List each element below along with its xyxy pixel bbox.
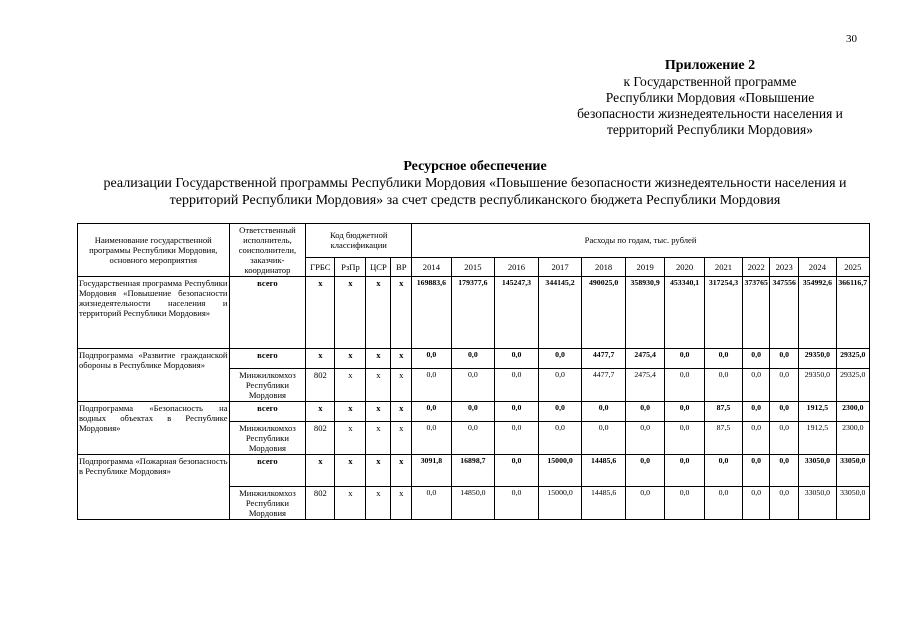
value-cell: 0,0 <box>625 487 664 520</box>
value-cell: 0,0 <box>770 349 799 369</box>
value-cell: 0,0 <box>412 487 451 520</box>
code-cell: х <box>335 277 366 349</box>
value-cell: 0,0 <box>770 487 799 520</box>
header-budget-code: Код бюджетной классификации <box>306 224 412 258</box>
value-cell: 0,0 <box>538 369 582 402</box>
header-year: 2017 <box>538 257 582 276</box>
table-body <box>78 277 870 520</box>
value-cell: 15000,0 <box>538 487 582 520</box>
value-cell: 0,0 <box>743 369 770 402</box>
value-cell: 317254,3 <box>704 277 742 349</box>
value-cell: 0,0 <box>770 422 799 455</box>
responsible-cell: Минжилкомхоз Республики Мордовия <box>229 487 306 520</box>
value-cell: 87,5 <box>704 402 742 422</box>
value-cell: 0,0 <box>451 369 495 402</box>
appendix-line: Республики Мордовия «Повышение <box>605 90 815 105</box>
table-row <box>78 455 870 487</box>
table-row <box>78 277 870 349</box>
value-cell: 0,0 <box>665 349 704 369</box>
value-cell: 373765 <box>743 277 770 349</box>
header-code: РзПр <box>335 257 366 276</box>
value-cell: 0,0 <box>495 422 539 455</box>
value-cell: 0,0 <box>770 402 799 422</box>
header-year: 2022 <box>743 257 770 276</box>
value-cell: 29350,0 <box>799 369 836 402</box>
program-name-cell: Подпрограмма «Безопасность на водных объектах в Республике Мордовия» <box>78 402 230 455</box>
value-cell: 33050,0 <box>799 455 836 487</box>
value-cell: 0,0 <box>665 402 704 422</box>
value-cell: 366116,7 <box>836 277 869 349</box>
value-cell: 87,5 <box>704 422 742 455</box>
value-cell: 1912,5 <box>799 422 836 455</box>
header-year: 2014 <box>412 257 451 276</box>
code-cell: х <box>391 402 412 422</box>
document-subtitle: территорий Республики Мордовия» за счет средств республиканского бюджета Республики Мордовия <box>169 193 781 208</box>
value-cell: 33050,0 <box>799 487 836 520</box>
value-cell: 0,0 <box>704 369 742 402</box>
code-cell: х <box>306 402 335 422</box>
value-cell: 0,0 <box>495 402 539 422</box>
value-cell: 0,0 <box>582 402 626 422</box>
code-cell: 802 <box>306 422 335 455</box>
header-responsible: Ответственный исполнитель, соисполнители, заказчик-координатор <box>229 224 306 277</box>
document-heading <box>80 158 870 209</box>
value-cell: 0,0 <box>451 402 495 422</box>
header-year: 2018 <box>582 257 626 276</box>
header-year: 2024 <box>799 257 836 276</box>
value-cell: 169883,6 <box>412 277 451 349</box>
responsible-cell: Минжилкомхоз Республики Мордовия <box>229 422 306 455</box>
value-cell: 0,0 <box>743 422 770 455</box>
value-cell: 0,0 <box>495 487 539 520</box>
header-year: 2021 <box>704 257 742 276</box>
value-cell: 490025,0 <box>582 277 626 349</box>
value-cell: 4477,7 <box>582 349 626 369</box>
appendix-title: Приложение 2 <box>664 58 756 73</box>
table-row <box>78 402 870 422</box>
value-cell: 0,0 <box>451 422 495 455</box>
value-cell: 0,0 <box>743 349 770 369</box>
document-title: Ресурсное обеспечение <box>403 159 547 174</box>
value-cell: 0,0 <box>743 487 770 520</box>
value-cell: 0,0 <box>665 369 704 402</box>
value-cell: 0,0 <box>770 455 799 487</box>
value-cell: 354992,6 <box>799 277 836 349</box>
code-cell: х <box>335 402 366 422</box>
value-cell: 29325,0 <box>836 349 869 369</box>
header-code: ГРБС <box>306 257 335 276</box>
code-cell: х <box>335 422 366 455</box>
page-number: 30 <box>846 33 857 45</box>
value-cell: 0,0 <box>704 349 742 369</box>
code-cell: х <box>391 487 412 520</box>
program-name-cell: Государственная программа Республики Мордовия «Повышение безопасности жизнедеятельности населения и территорий Республики Мордовия» <box>78 277 230 349</box>
value-cell: 344145,2 <box>538 277 582 349</box>
header-year: 2020 <box>665 257 704 276</box>
code-cell: х <box>306 455 335 487</box>
value-cell: 0,0 <box>743 455 770 487</box>
value-cell: 0,0 <box>665 455 704 487</box>
header-year: 2016 <box>495 257 539 276</box>
value-cell: 0,0 <box>704 455 742 487</box>
table-row <box>78 349 870 369</box>
code-cell: х <box>335 349 366 369</box>
code-cell: х <box>366 402 391 422</box>
value-cell: 347556 <box>770 277 799 349</box>
code-cell: х <box>391 277 412 349</box>
value-cell: 358930,9 <box>625 277 664 349</box>
value-cell: 2300,0 <box>836 422 869 455</box>
header-year: 2025 <box>836 257 869 276</box>
value-cell: 29350,0 <box>799 349 836 369</box>
value-cell: 33050,0 <box>836 455 869 487</box>
header-year: 2019 <box>625 257 664 276</box>
value-cell: 0,0 <box>665 487 704 520</box>
program-name-cell: Подпрограмма «Пожарная безопасность в Республике Мордовия» <box>78 455 230 520</box>
header-code: ЦСР <box>366 257 391 276</box>
code-cell: х <box>366 487 391 520</box>
value-cell: 0,0 <box>538 402 582 422</box>
code-cell: х <box>366 277 391 349</box>
value-cell: 179377,6 <box>451 277 495 349</box>
code-cell: х <box>391 455 412 487</box>
code-cell: х <box>366 369 391 402</box>
header-year: 2015 <box>451 257 495 276</box>
value-cell: 0,0 <box>743 402 770 422</box>
code-cell: х <box>335 455 366 487</box>
value-cell: 0,0 <box>538 422 582 455</box>
header-name: Наименование государственной программы Республики Мордовия, основного мероприятия <box>78 224 230 277</box>
responsible-cell: Минжилкомхоз Республики Мордовия <box>229 369 306 402</box>
value-cell: 0,0 <box>495 349 539 369</box>
value-cell: 0,0 <box>495 369 539 402</box>
budget-table <box>77 223 870 520</box>
value-cell: 0,0 <box>704 487 742 520</box>
value-cell: 14485,6 <box>582 487 626 520</box>
value-cell: 0,0 <box>625 455 664 487</box>
value-cell: 2475,4 <box>625 349 664 369</box>
value-cell: 0,0 <box>412 349 451 369</box>
value-cell: 2475,4 <box>625 369 664 402</box>
responsible-cell: всего <box>229 402 306 422</box>
value-cell: 0,0 <box>495 455 539 487</box>
value-cell: 16898,7 <box>451 455 495 487</box>
code-cell: 802 <box>306 487 335 520</box>
value-cell: 453340,1 <box>665 277 704 349</box>
value-cell: 33050,0 <box>836 487 869 520</box>
program-name-cell: Подпрограмма «Развитие гражданской обороны в Республике Мордовия» <box>78 349 230 402</box>
value-cell: 0,0 <box>412 402 451 422</box>
value-cell: 0,0 <box>625 402 664 422</box>
code-cell: х <box>366 422 391 455</box>
value-cell: 29325,0 <box>836 369 869 402</box>
code-cell: х <box>391 349 412 369</box>
code-cell: х <box>391 369 412 402</box>
code-cell: х <box>335 369 366 402</box>
appendix-line: к Государственной программе <box>623 74 797 89</box>
value-cell: 2300,0 <box>836 402 869 422</box>
code-cell: х <box>366 455 391 487</box>
value-cell: 14485,6 <box>582 455 626 487</box>
value-cell: 15000,0 <box>538 455 582 487</box>
value-cell: 0,0 <box>582 422 626 455</box>
value-cell: 14850,0 <box>451 487 495 520</box>
value-cell: 4477,7 <box>582 369 626 402</box>
value-cell: 0,0 <box>412 369 451 402</box>
appendix-line: безопасности жизнедеятельности населения и <box>577 106 843 121</box>
code-cell: х <box>366 349 391 369</box>
responsible-cell: всего <box>229 277 306 349</box>
value-cell: 0,0 <box>665 422 704 455</box>
appendix-line: территорий Республики Мордовия» <box>607 122 813 137</box>
value-cell: 0,0 <box>412 422 451 455</box>
appendix-block <box>520 58 900 138</box>
value-cell: 0,0 <box>625 422 664 455</box>
value-cell: 1912,5 <box>799 402 836 422</box>
responsible-cell: всего <box>229 349 306 369</box>
header-row <box>78 224 870 258</box>
value-cell: 3091,8 <box>412 455 451 487</box>
header-code: ВР <box>391 257 412 276</box>
header-year: 2023 <box>770 257 799 276</box>
code-cell: х <box>335 487 366 520</box>
code-cell: х <box>306 349 335 369</box>
responsible-cell: всего <box>229 455 306 487</box>
value-cell: 0,0 <box>451 349 495 369</box>
value-cell: 0,0 <box>538 349 582 369</box>
code-cell: х <box>306 277 335 349</box>
header-expenses: Расходы по годам, тыс. рублей <box>412 224 870 258</box>
document-subtitle: реализации Государственной программы Республики Мордовия «Повышение безопасности жизнедеятельности населения и <box>103 176 847 191</box>
value-cell: 145247,3 <box>495 277 539 349</box>
value-cell: 0,0 <box>770 369 799 402</box>
code-cell: 802 <box>306 369 335 402</box>
code-cell: х <box>391 422 412 455</box>
